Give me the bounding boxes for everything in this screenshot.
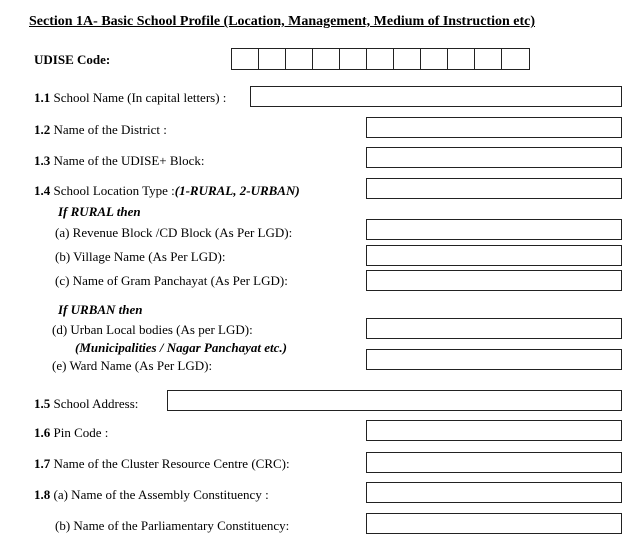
village-label: (b) Village Name (As Per LGD):	[55, 249, 226, 264]
section-title: Section 1A- Basic School Profile (Location, Management, Medium of Instruction etc)	[29, 14, 536, 29]
udise-digit-cell[interactable]	[313, 49, 340, 69]
rural-heading: If RURAL then	[58, 204, 141, 219]
gram-panchayat-label: (c) Name of Gram Panchayat (As Per LGD):	[55, 273, 288, 288]
ward-input[interactable]	[366, 349, 622, 370]
parliamentary-label: (b) Name of the Parliamentary Constituency:	[55, 518, 290, 533]
assembly-input[interactable]	[366, 482, 622, 503]
school-name-label: 1.1 School Name (In capital letters) :	[34, 90, 227, 105]
udise-digit-cell[interactable]	[502, 49, 529, 69]
urban-local-bodies-input[interactable]	[366, 318, 622, 339]
school-name-input[interactable]	[250, 86, 622, 107]
udise-digit-cell[interactable]	[232, 49, 259, 69]
village-input[interactable]	[366, 245, 622, 266]
crc-label: 1.7 Name of the Cluster Resource Centre (CRC):	[34, 456, 290, 471]
udise-code-input[interactable]	[231, 48, 530, 70]
udise-digit-cell[interactable]	[340, 49, 367, 69]
udise-digit-cell[interactable]	[475, 49, 502, 69]
district-input[interactable]	[366, 117, 622, 138]
location-type-label: 1.4 School Location Type :(1-RURAL, 2-URBAN)	[34, 183, 300, 198]
ward-label: (e) Ward Name (As Per LGD):	[52, 358, 213, 373]
udise-digit-cell[interactable]	[421, 49, 448, 69]
udise-digit-cell[interactable]	[394, 49, 421, 69]
urban-heading: If URBAN then	[58, 302, 143, 317]
udise-digit-cell[interactable]	[448, 49, 475, 69]
crc-input[interactable]	[366, 452, 622, 473]
pin-label: 1.6 Pin Code :	[34, 425, 109, 440]
block-label: 1.3 Name of the UDISE+ Block:	[34, 153, 205, 168]
assembly-label: 1.8 (a) Name of the Assembly Constituency :	[34, 487, 269, 502]
udise-digit-cell[interactable]	[286, 49, 313, 69]
revenue-block-input[interactable]	[366, 219, 622, 240]
location-type-input[interactable]	[366, 178, 622, 199]
block-input[interactable]	[366, 147, 622, 168]
urban-local-bodies-label: (d) Urban Local bodies (As per LGD):	[52, 322, 253, 337]
gram-panchayat-input[interactable]	[366, 270, 622, 291]
urban-local-bodies-note: (Municipalities / Nagar Panchayat etc.)	[75, 340, 287, 355]
revenue-block-label: (a) Revenue Block /CD Block (As Per LGD):	[55, 225, 293, 240]
pin-input[interactable]	[366, 420, 622, 441]
udise-label: UDISE Code:	[34, 52, 111, 67]
address-label: 1.5 School Address:	[34, 396, 139, 411]
udise-digit-cell[interactable]	[259, 49, 286, 69]
udise-digit-cell[interactable]	[367, 49, 394, 69]
district-label: 1.2 Name of the District :	[34, 122, 167, 137]
address-input[interactable]	[167, 390, 622, 411]
parliamentary-input[interactable]	[366, 513, 622, 534]
